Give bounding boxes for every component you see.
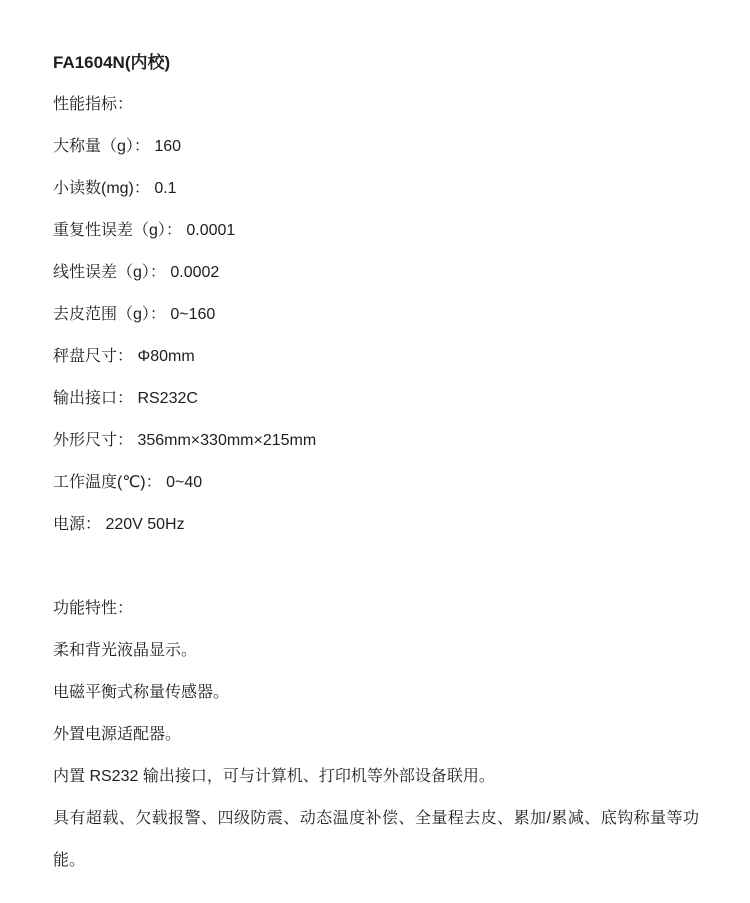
feature-line-adapter: 外置电源适配器。 (53, 726, 182, 743)
spec-line-tare-range: 去皮范围（g）： 0~160 (53, 306, 216, 323)
blank-line (53, 546, 699, 588)
spec-line-max-capacity: 大称量（g）： 160 (53, 138, 182, 155)
spec-line-readability: 小读数(mg)： 0.1 (53, 180, 177, 197)
feature-paragraph-functions: 具有超载、欠载报警、四级防震、动态温度补偿、全量程去皮、累加/累减、底钩称量等功能。 (53, 810, 699, 869)
page-title: FA1604N(内校) (53, 53, 171, 72)
spec-line-repeatability: 重复性误差（g）： 0.0001 (53, 222, 236, 239)
feature-line-sensor: 电磁平衡式称量传感器。 (53, 684, 230, 701)
feature-line-display: 柔和背光液晶显示。 (53, 642, 198, 659)
spec-line-power-supply: 电源： 220V 50Hz (53, 516, 185, 533)
feature-line-rs232: 内置 RS232 输出接口，可与计算机、打印机等外部设备联用。 (53, 768, 495, 785)
spec-line-pan-size: 秤盘尺寸： Φ80mm (53, 348, 195, 365)
spec-line-operating-temperature: 工作温度(℃)： 0~40 (53, 474, 203, 491)
features-heading: 功能特性： (53, 600, 134, 617)
spec-line-dimensions: 外形尺寸： 356mm×330mm×215mm (53, 432, 317, 449)
spec-line-linearity: 线性误差（g）： 0.0002 (53, 264, 220, 281)
document-content (53, 42, 699, 882)
spec-line-output-interface: 输出接口： RS232C (53, 390, 198, 407)
specs-heading: 性能指标： (53, 96, 134, 113)
